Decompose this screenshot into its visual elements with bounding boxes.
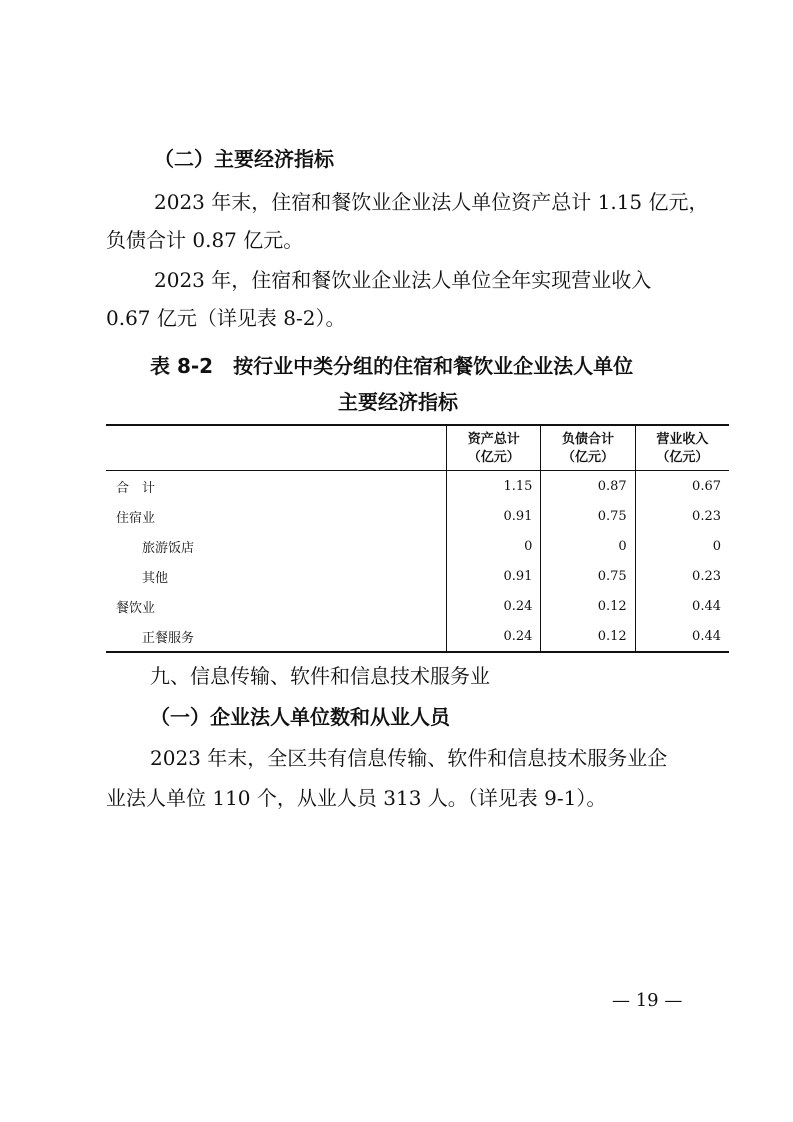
table-row <box>106 501 729 531</box>
paragraph-assets-line1: 2023 年末，住宿和餐饮业企业法人单位资产总计 1.15 亿元， <box>154 190 709 214</box>
cell-revenue: 0.67 <box>635 471 729 502</box>
paragraph-revenue-line2: 0.67 亿元（详见表 8-2）。 <box>106 306 346 330</box>
table-row <box>106 471 729 502</box>
cell-liabilities: 0.75 <box>541 561 635 591</box>
row-label: 餐饮业 <box>116 600 156 616</box>
row-label: 其他 <box>142 570 169 586</box>
column-header-unit: （亿元） <box>656 450 709 465</box>
row-label: 正餐服务 <box>142 630 195 646</box>
cell-liabilities: 0.87 <box>541 471 635 502</box>
cell-revenue: 0.44 <box>635 591 729 621</box>
cell-revenue: 0.23 <box>635 561 729 591</box>
column-header-name: 资产总计 <box>467 432 520 447</box>
paragraph-it-units-line2: 业法人单位 110 个，从业人员 313 人。（详见表 9-1）。 <box>106 786 607 810</box>
cell-liabilities: 0.12 <box>541 591 635 621</box>
row-label: 住宿业 <box>116 510 156 526</box>
column-header-name: 营业收入 <box>656 432 709 447</box>
cell-assets: 0.91 <box>447 501 541 531</box>
economic-indicators-table <box>106 424 729 653</box>
cell-liabilities: 0.12 <box>541 621 635 652</box>
column-header-liabilities <box>541 425 635 471</box>
cell-assets: 0.91 <box>447 561 541 591</box>
table-title: 表 8-2 按行业中类分组的住宿和餐饮业企业法人单位 <box>150 354 634 378</box>
cell-assets: 0 <box>447 531 541 561</box>
table-row <box>106 621 729 652</box>
section-heading-information-technology: 九、信息传输、软件和信息技术服务业 <box>150 664 490 688</box>
paragraph-revenue-line1: 2023 年，住宿和餐饮业企业法人单位全年实现营业收入 <box>154 268 652 292</box>
column-header-unit: （亿元） <box>562 450 615 465</box>
table-subtitle: 主要经济指标 <box>338 390 458 414</box>
table-row <box>106 591 729 621</box>
section-heading-economic-indicators: （二）主要经济指标 <box>154 147 334 171</box>
paragraph-it-units-line1: 2023 年末，全区共有信息传输、软件和信息技术服务业企 <box>150 746 668 770</box>
cell-assets: 0.24 <box>447 591 541 621</box>
page-number: — 19 — <box>612 990 683 1011</box>
table-header-blank <box>106 425 447 471</box>
cell-revenue: 0.44 <box>635 621 729 652</box>
cell-liabilities: 0 <box>541 531 635 561</box>
table-row <box>106 561 729 591</box>
column-header-revenue <box>635 425 729 471</box>
cell-assets: 0.24 <box>447 621 541 652</box>
row-label: 合 计 <box>116 480 156 496</box>
row-label: 旅游饭店 <box>142 540 195 556</box>
table-header-row <box>106 425 729 471</box>
column-header-unit: （亿元） <box>467 450 520 465</box>
section-heading-legal-units: （一）企业法人单位数和从业人员 <box>150 705 450 729</box>
cell-revenue: 0.23 <box>635 501 729 531</box>
cell-liabilities: 0.75 <box>541 501 635 531</box>
cell-revenue: 0 <box>635 531 729 561</box>
cell-assets: 1.15 <box>447 471 541 502</box>
column-header-assets <box>447 425 541 471</box>
table-row <box>106 531 729 561</box>
column-header-name: 负债合计 <box>562 432 615 447</box>
paragraph-assets-line2: 负债合计 0.87 亿元。 <box>106 228 304 252</box>
